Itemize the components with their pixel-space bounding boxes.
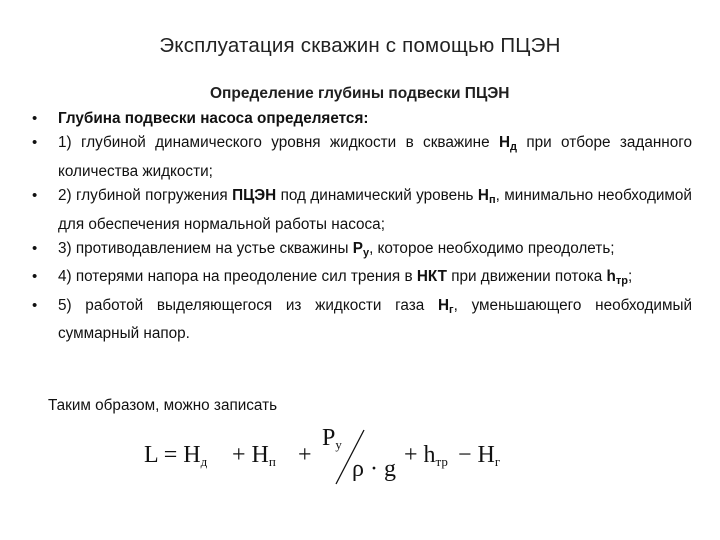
list-item-text: при отборе заданного количества жидкости; — [58, 134, 692, 180]
bullet-list — [32, 107, 692, 347]
list-item-text: НКТ — [416, 268, 447, 286]
list-item-text: тр — [615, 275, 628, 288]
formula-lhs: $L = H_д$ — [144, 442, 208, 469]
slide-title: Эксплуатация скважин с помощью ПЦЭН — [159, 34, 561, 57]
list-item-text: под динамический уровень — [276, 187, 478, 205]
list-item-text: Н — [477, 187, 489, 205]
list-item-text: при движении потока — [446, 268, 607, 286]
list-item-text: 2) глубиной погружения — [58, 187, 233, 205]
bullet-dot-icon: • — [32, 268, 38, 286]
list-item-text: 3) противодавлением на устье скважины — [58, 240, 353, 258]
bullet-dot-icon: • — [32, 187, 38, 205]
formula-hp-term: + $H_п$ — [232, 442, 276, 469]
formula-numerator: $P_у$ — [322, 425, 342, 452]
list-item-text: 5) работой выделяющегося из жидкости газа — [58, 296, 438, 314]
formula-hg-term: − $H_г$ — [458, 442, 501, 469]
depth-formula — [140, 425, 501, 488]
list-item — [32, 184, 692, 237]
list-item-text: , минимально необходимой для обеспечения нормальной работы насоса; — [58, 187, 692, 233]
list-item-text: г — [449, 303, 454, 316]
bullet-dot-icon: • — [32, 296, 38, 314]
list-item-text: Р — [352, 240, 363, 258]
list-item — [32, 265, 692, 293]
list-item-text: Н — [437, 296, 450, 314]
list-item-text: 4) потерями напора на преодоление сил трения в — [58, 268, 417, 286]
list-item-text: Глубина подвески насоса определяется: — [58, 110, 369, 127]
formula-plus: + — [298, 442, 312, 468]
list-item-text: ; — [627, 268, 633, 286]
list-item-text: 1) глубиной динамического уровня жидкости в скважине — [58, 134, 499, 152]
slide-subtitle: Определение глубины подвески ПЦЭН — [210, 85, 510, 102]
bullet-dot-icon: • — [32, 240, 38, 258]
list-item-text: h — [606, 268, 616, 286]
bullet-dot-icon: • — [32, 134, 38, 152]
conclusion-text: Таким образом, можно записать — [48, 397, 278, 414]
list-item-text: , которое необходимо преодолеть; — [369, 240, 615, 258]
list-item-text: Н — [498, 134, 511, 152]
bullet-dot-icon: • — [32, 110, 38, 127]
list-item — [32, 107, 692, 131]
list-item-text: ПЦЭН — [232, 187, 277, 205]
formula-htr-term: + $h_{тр}$ — [404, 442, 448, 469]
list-item-text: п — [488, 194, 496, 207]
list-item — [32, 237, 692, 265]
list-item — [32, 294, 692, 347]
list-item-text: , уменьшающего необходимый суммарный напор. — [58, 296, 693, 343]
formula-denominator: ρ · g — [352, 456, 396, 482]
list-item-text: д — [510, 141, 517, 154]
list-item-text: у — [362, 247, 370, 260]
list-item — [32, 131, 692, 184]
